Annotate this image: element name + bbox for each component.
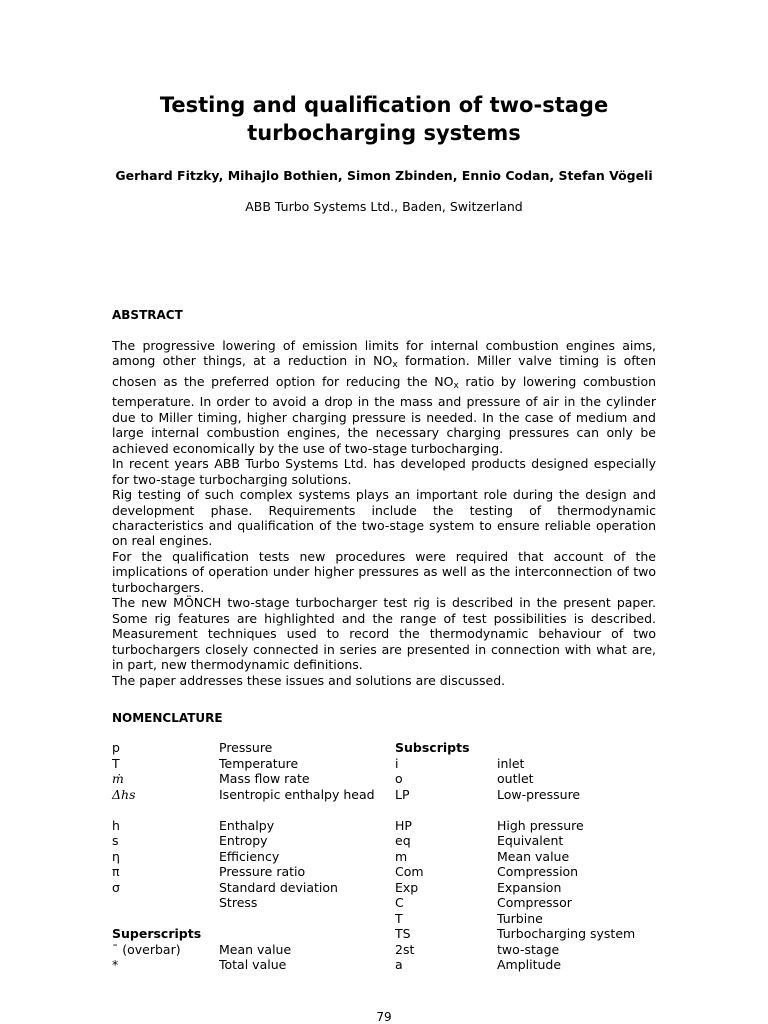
nomenclature-table — [112, 740, 672, 973]
subscript-description: Equivalent — [497, 833, 564, 848]
symbol-description: Stress — [219, 895, 258, 910]
nomenclature-row — [112, 895, 672, 911]
abstract-heading: ABSTRACT — [112, 308, 183, 322]
subscripts-heading: Subscripts — [395, 740, 470, 755]
symbol: h — [112, 817, 120, 833]
superscripts-heading: Superscripts — [112, 926, 202, 941]
nomenclature-row — [112, 849, 672, 865]
nomenclature-row — [112, 756, 672, 772]
subscript-description: Compression — [497, 864, 579, 879]
symbol: ṁ — [112, 771, 124, 786]
superscript-description: Total value — [219, 957, 287, 972]
subscript-description: Amplitude — [497, 957, 562, 972]
author-list: Gerhard Fitzky, Mihajlo Bothien, Simon Zbinden, Ennio Codan, Stefan Vögeli — [115, 168, 653, 183]
abstract-paragraph-3: Rig testing of such complex systems plays an important role during the design and development phase. Requirements include the testing of thermodynamic characteristics and qualification of the two-stage system to ensure reliable operation on real engines. — [112, 487, 656, 549]
superscript: ¯ (overbar) — [112, 941, 181, 957]
nomenclature-row — [112, 771, 672, 787]
page-number: 79 — [376, 1010, 392, 1024]
nomenclature-row — [112, 911, 672, 927]
symbol-description: Temperature — [219, 755, 299, 771]
subscript-description: Compressor — [497, 895, 572, 910]
symbol-description: Mass flow rate — [219, 771, 310, 786]
subscript-description: Turbine — [497, 910, 543, 926]
symbol-description: Entropy — [219, 833, 268, 848]
abstract-paragraph-1: The progressive lowering of emission limits for internal combustion engines aims, among other things, at a reduction in $NO_x$ formation. Miller valve timing is often chosen as the preferred option for reducing the $NO_x$ ratio by lowering combustion temperature. In order to avoid a drop in the mass and pressure of air in the cylinder due to Miller timing, higher charging pressure is needed. In the case of medium and large internal combustion engines, the necessary charging pressures can only be achieved economically by the use of two-stage turbocharging. — [112, 338, 657, 456]
nomenclature-row — [112, 926, 672, 942]
subscript-description: Expansion — [497, 879, 562, 895]
nomenclature-row — [112, 957, 672, 973]
subscript: T — [395, 910, 403, 926]
subscript: Exp — [395, 879, 419, 895]
subscript-description: outlet — [497, 771, 534, 786]
symbol: T — [112, 755, 120, 771]
subscript: TS — [395, 926, 411, 941]
subscript-description: Mean value — [497, 848, 570, 864]
abstract-paragraph-5: The new MÖNCH two-stage turbocharger test rig is described in the present paper. Some rig features are highlighted and the range of test possibilities is described. Measurement techniques used to record the thermodynamic behaviour of two turbochargers closely connected in series are presented in connection with what are, in part, new thermodynamic definitions. — [112, 595, 656, 673]
symbol-description: Pressure ratio — [219, 864, 306, 879]
nomenclature-row — [112, 818, 672, 834]
subscript: LP — [395, 786, 410, 802]
nomenclature-heading: NOMENCLATURE — [112, 711, 223, 725]
nomenclature-row — [112, 864, 672, 880]
abstract-body — [112, 338, 656, 688]
subscript: 2st — [395, 941, 415, 957]
subscript: m — [395, 848, 408, 864]
symbol-description: Enthalpy — [219, 817, 275, 833]
abstract-paragraph-4: For the qualification tests new procedures were required that account of the implications of operation under higher pressures as well as the interconnection of two turbochargers. — [112, 548, 656, 595]
nomenclature-row — [112, 942, 672, 958]
subscript: Com — [395, 864, 424, 879]
symbol-description: Pressure — [219, 740, 273, 755]
paper-title: Testing and qualification of two-stage turbocharging systems — [159, 93, 609, 145]
subscript: a — [395, 957, 403, 972]
abstract-paragraph-6: The paper addresses these issues and solutions are discussed. — [112, 672, 506, 688]
nomenclature-row — [112, 880, 672, 896]
symbol: η — [112, 848, 120, 864]
symbol-description: Standard deviation — [219, 879, 338, 895]
subscript-description: inlet — [497, 755, 525, 771]
symbol-description: Efficiency — [219, 848, 280, 864]
symbol: s — [112, 833, 119, 848]
nomenclature-row — [112, 833, 672, 849]
symbol: p — [112, 740, 120, 755]
superscript: * — [112, 957, 119, 972]
subscript: eq — [395, 833, 411, 848]
symbol: σ — [112, 879, 120, 895]
superscript-description: Mean value — [219, 941, 292, 957]
subscript-description: High pressure — [497, 817, 584, 833]
symbol: Δhs — [112, 786, 136, 802]
subscript-description: Turbocharging system — [497, 926, 636, 941]
subscript-description: two-stage — [497, 941, 560, 957]
abstract-paragraph-2: In recent years ABB Turbo Systems Ltd. has developed products designed especially for two-stage turbocharging solutions. — [112, 456, 656, 487]
nomenclature-row — [112, 787, 672, 818]
subscript: o — [395, 771, 403, 786]
symbol: π — [112, 864, 120, 879]
subscript-description: Low-pressure — [497, 786, 581, 802]
nomenclature-row — [112, 740, 672, 756]
subscript: i — [395, 755, 399, 771]
subscript: HP — [395, 817, 412, 833]
symbol-description: Isentropic enthalpy head — [219, 786, 375, 802]
affiliation: ABB Turbo Systems Ltd., Baden, Switzerland — [245, 199, 523, 214]
subscript: C — [395, 895, 404, 910]
